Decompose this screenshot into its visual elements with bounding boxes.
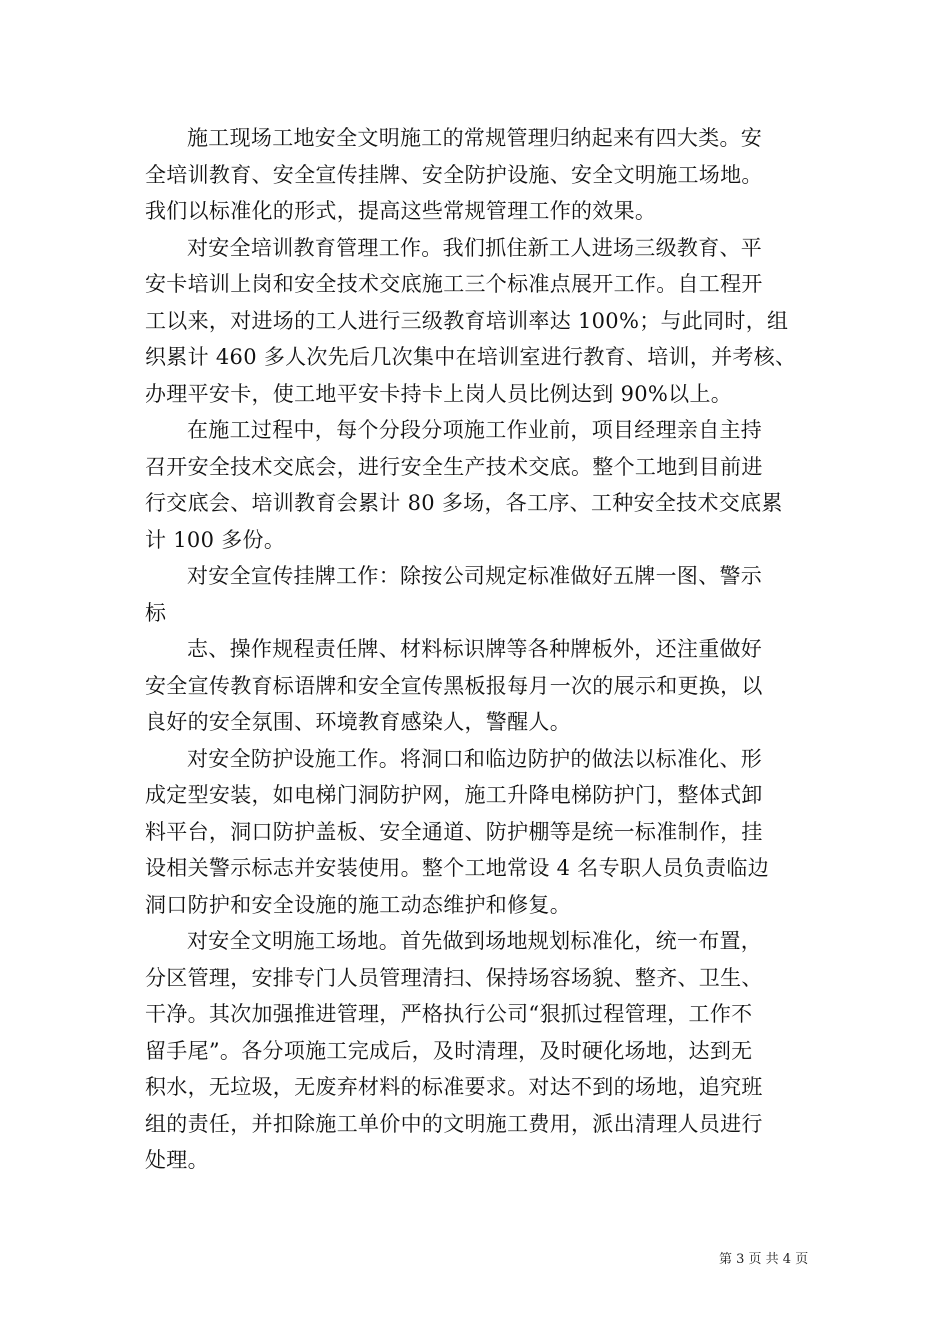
text-line: 工以来，对进场的工人进行三级教育培训率达 100%；与此同时，组 xyxy=(145,308,789,333)
text-line: 全培训教育、安全宣传挂牌、安全防护设施、安全文明施工场地。 xyxy=(145,162,763,187)
text-line: 对安全宣传挂牌工作：除按公司规定标准做好五牌一图、警示 xyxy=(187,564,763,588)
text-line: 成定型安装，如电梯门洞防护网，施工升降电梯防护门，整体式卸 xyxy=(145,783,763,807)
text-line: 安全宣传教育标语牌和安全宣传黑板报每月一次的展示和更换，以 xyxy=(145,673,763,698)
text-line: 志、操作规程责任牌、材料标识牌等各种牌板外，还注重做好 xyxy=(187,637,763,661)
text-line: 办理平安卡，使工地平安卡持卡上岗人员比例达到 90%以上。 xyxy=(145,381,733,406)
text-line: 对安全文明施工场地。首先做到场地规划标准化，统一布置， xyxy=(187,929,763,953)
text-line: 标 xyxy=(145,600,167,625)
text-line: 对安全培训教育管理工作。我们抓住新工人进场三级教育、平 xyxy=(187,235,763,260)
text-line: 洞口防护和安全设施的施工动态维护和修复。 xyxy=(145,892,571,917)
text-line: 对安全防护设施工作。将洞口和临边防护的做法以标准化、形 xyxy=(187,746,763,771)
text-line: 召开安全技术交底会，进行安全生产技术交底。整个工地到目前进 xyxy=(145,454,763,479)
text-line: 干净。其次加强推进管理，严格执行公司“狠抓过程管理，工作不 xyxy=(145,1002,753,1026)
text-line: 料平台，洞口防护盖板、安全通道、防护棚等是统一标准制作，挂 xyxy=(145,819,763,844)
text-line: 计 100 多份。 xyxy=(145,527,286,552)
text-line: 良好的安全氛围、环境教育感染人，警醒人。 xyxy=(145,710,571,734)
text-line: 组的责任，并扣除施工单价中的文明施工费用，派出清理人员进行 xyxy=(145,1111,763,1136)
text-line: 施工现场工地安全文明施工的常规管理归纳起来有四大类。安 xyxy=(187,126,763,150)
text-line: 安卡培训上岗和安全技术交底施工三个标准点展开工作。自工程开 xyxy=(145,272,763,296)
text-line: 行交底会、培训教育会累计 80 多场，各工序、工种安全技术交底累 xyxy=(145,491,783,515)
text-line: 在施工过程中，每个分段分项施工作业前，项目经理亲自主持 xyxy=(187,418,763,442)
text-line: 我们以标准化的形式，提高这些常规管理工作的效果。 xyxy=(145,199,657,223)
text-line: 留手尾”。各分项施工完成后，及时清理，及时硬化场地，达到无 xyxy=(145,1038,753,1063)
text-line: 积水，无垃圾，无废弃材料的标准要求。对达不到的场地，追究班 xyxy=(145,1075,763,1099)
page-number-footer: 第 3 页 共 4 页 xyxy=(719,1252,809,1267)
text-line: 织累计 460 多人次先后几次集中在培训室进行教育、培训，并考核、 xyxy=(145,345,797,369)
document-body xyxy=(145,120,845,1179)
text-line: 处理。 xyxy=(145,1148,209,1172)
text-line: 分区管理，安排专门人员管理清扫、保持场容场貌、整齐、卫生、 xyxy=(145,965,763,990)
text-line: 设相关警示标志并安装使用。整个工地常设 4 名专职人员负责临边 xyxy=(145,856,770,880)
